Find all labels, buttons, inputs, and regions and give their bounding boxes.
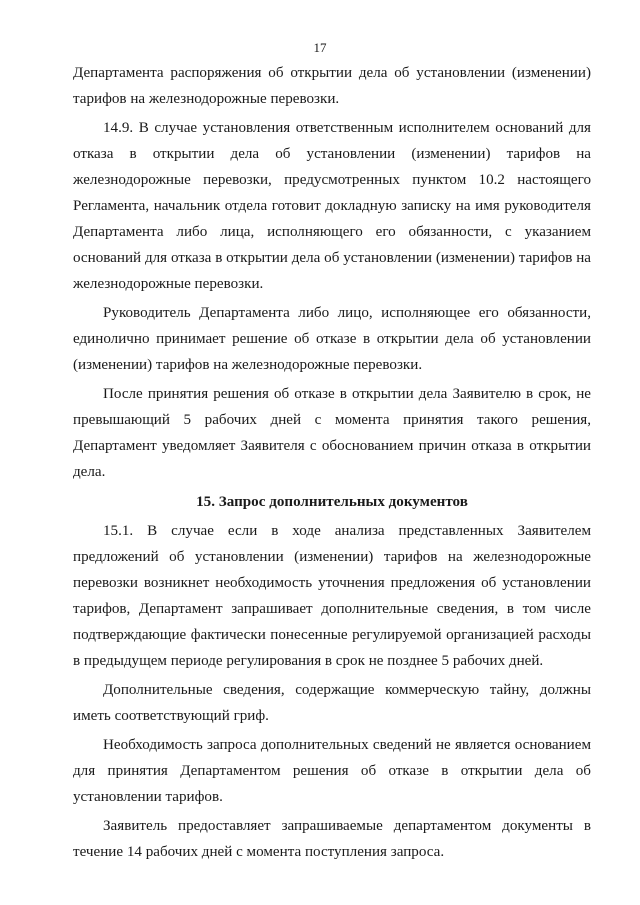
paragraph-commercial-secret: Дополнительные сведения, содержащие коммерческую тайну, должны иметь соответствующий гриф. (73, 682, 591, 724)
document-body (73, 60, 591, 865)
page-number: 17 (313, 40, 327, 55)
paragraph-15-1: 15.1. В случае если в ходе анализа представленных Заявителем предложений об установлении (изменении) тарифов на железнодорожные перевозки возникнет необходимость уточнения предложения об установлении тарифов, Департамент запрашивает дополнительные сведения, в том числе подтверждающие фактически понесенные регулируемой организацией расходы в предыдущем периоде регулирования в срок не позднее 5 рабочих дней. (73, 523, 591, 669)
paragraph-head-decision: Руководитель Департамента либо лицо, исполняющее его обязанности, единолично принимает решение об отказе в открытии дела об установлении (изменении) тарифов на железнодорожные перевозки. (73, 305, 591, 373)
paragraph-14-9: 14.9. В случае установления ответственным исполнителем оснований для отказа в открытии дела об установлении (изменении) тарифов на железнодорожные перевозки, предусмотренных пунктом 10.2 настоящего Регламента, начальник отдела готовит докладную записку на имя руководителя Департамента либо лица, исполняющего его обязанности, с указанием оснований для отказа в открытии дела об установлении (изменении) тарифов на железнодорожные перевозки. (73, 120, 591, 292)
section-heading: 15. Запрос дополнительных документов (196, 494, 468, 510)
paragraph-submission-deadline: Заявитель предоставляет запрашиваемые департаментом документы в течение 14 рабочих дней с момента поступления запроса. (73, 818, 591, 860)
paragraph-refusal-notice: После принятия решения об отказе в открытии дела Заявителю в срок, не превышающий 5 рабочих дней с момента принятия такого решения, Департамент уведомляет Заявителя с обоснованием причин отказа в открытии дела. (73, 386, 591, 480)
paragraph-continuation: Департамента распоряжения об открытии дела об установлении (изменении) тарифов на железнодорожные перевозки. (73, 65, 591, 107)
paragraph-request-necessity: Необходимость запроса дополнительных сведений не является основанием для принятия Департаментом решения об отказе в открытии дела об установлении тарифов. (73, 737, 591, 805)
